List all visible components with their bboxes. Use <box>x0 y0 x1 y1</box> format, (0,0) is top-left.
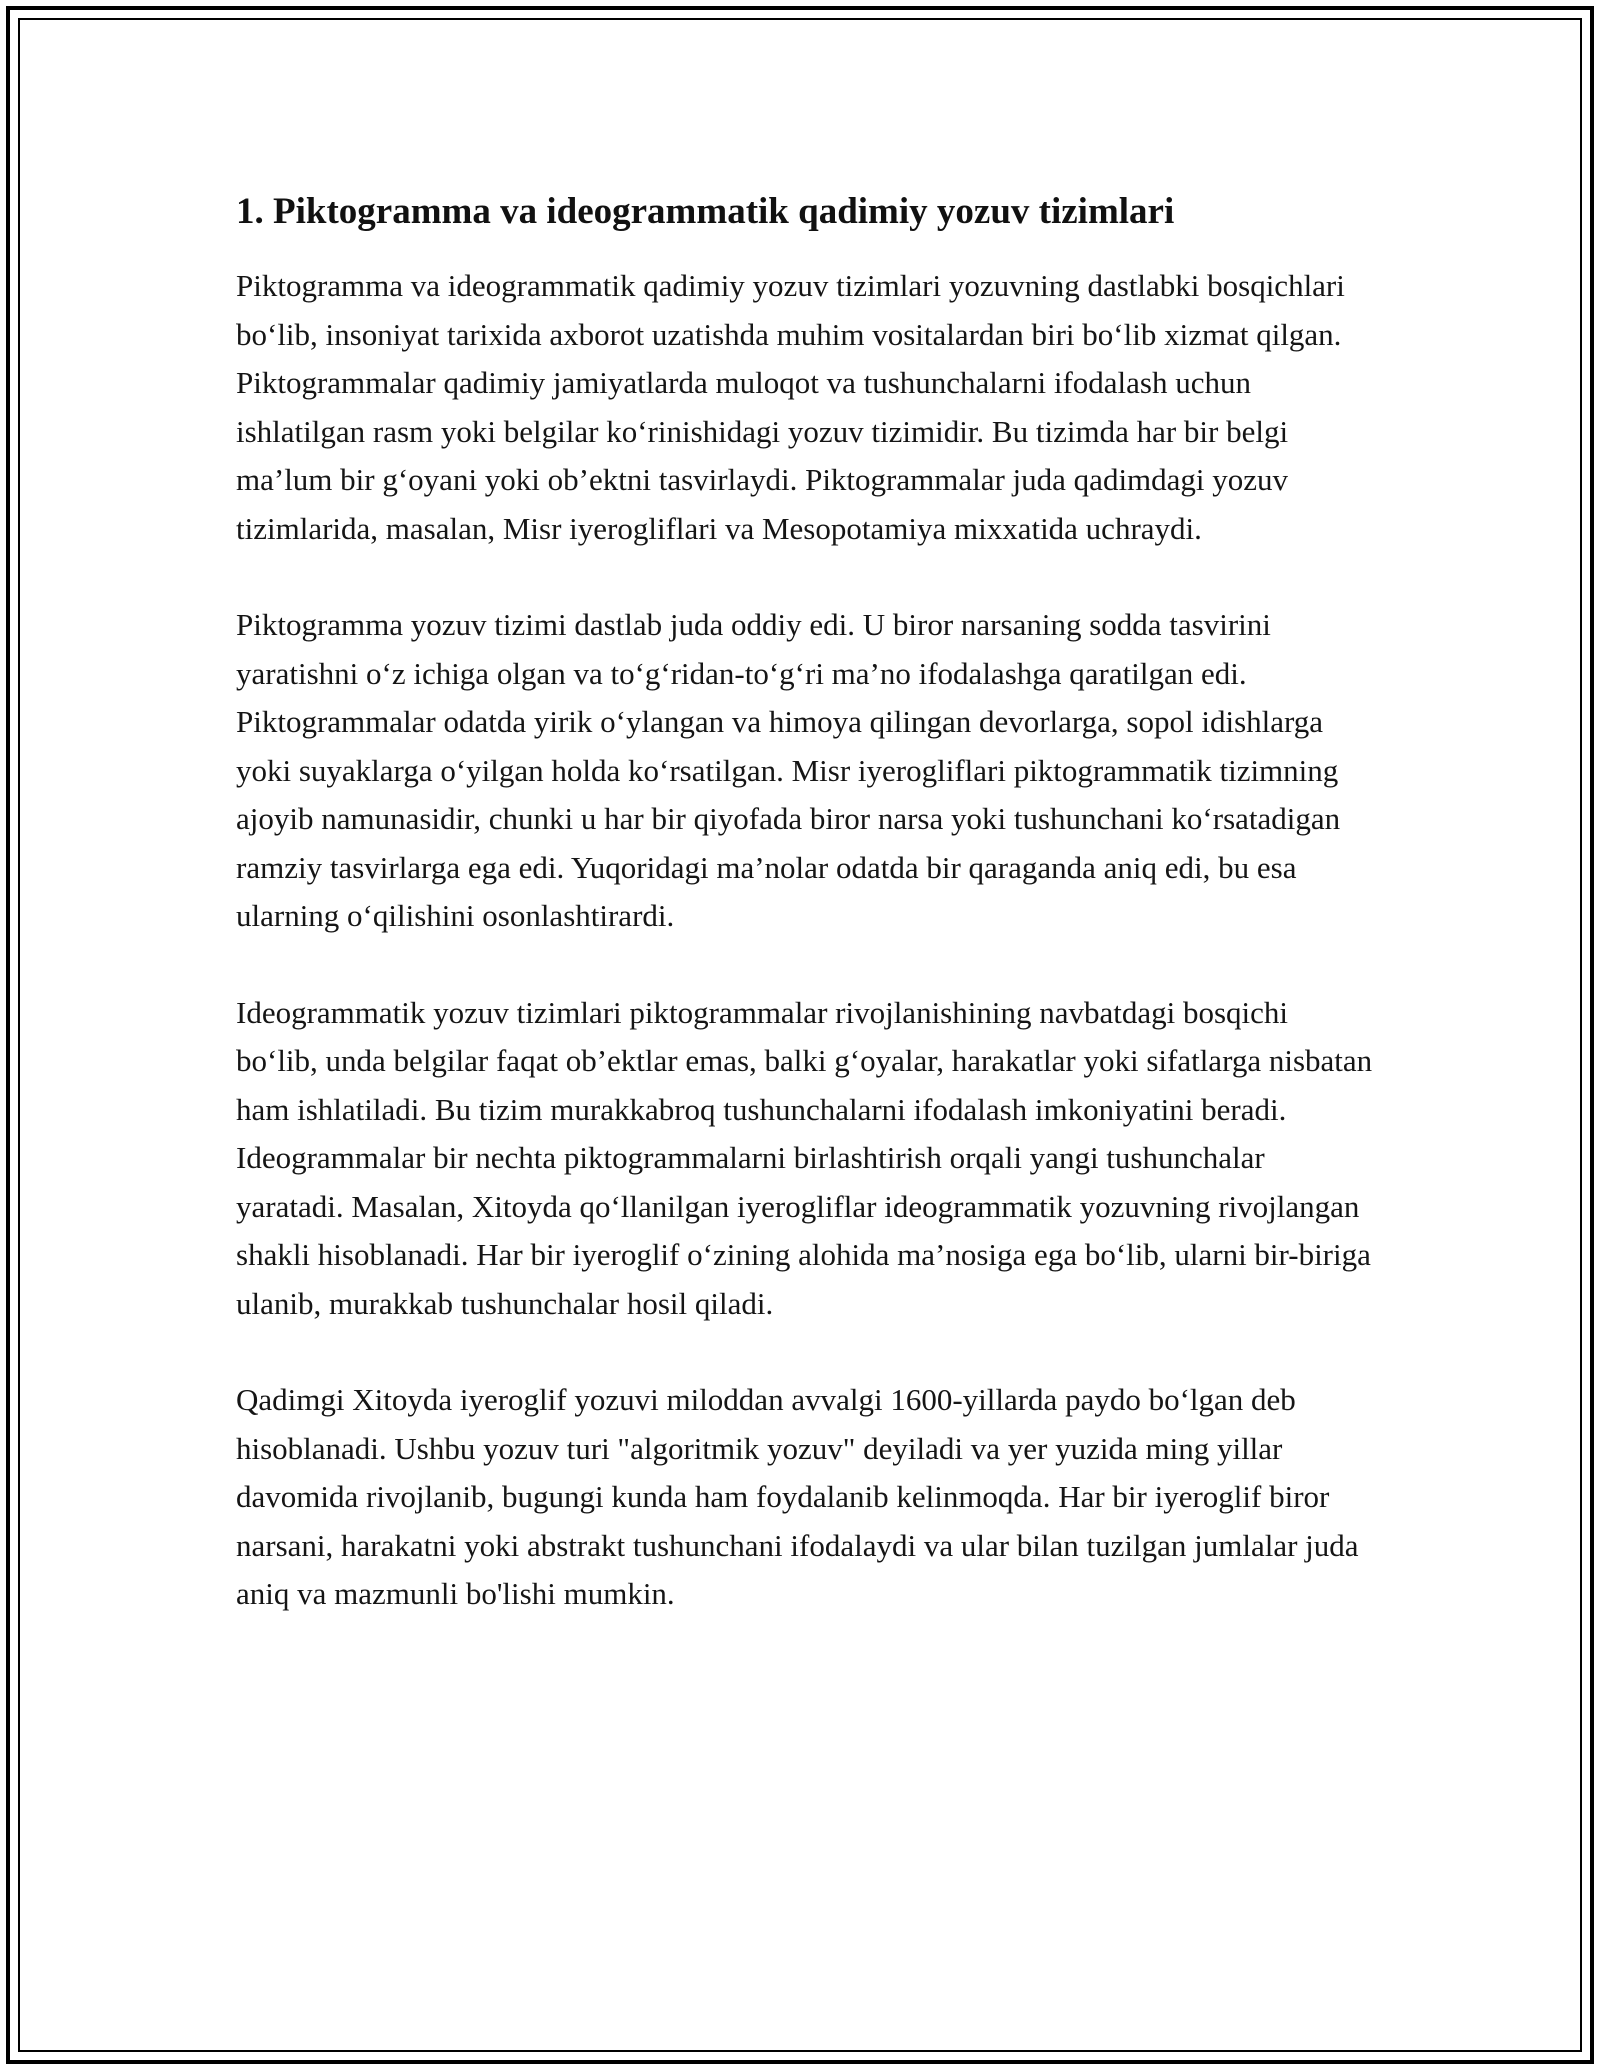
paragraph-4: Qadimgi Xitoyda iyeroglif yozuvi miloddan avvalgi 1600-yillarda paydo bo‘lgan deb hisoblanadi. Ushbu yozuv turi "algoritmik yozuv" deyiladi va yer yuzida ming yillar davomida rivojlanib, bugungi kunda ham foydalanib kelinmoqda. Har bir iyeroglif biror narsani, harakatni yoki abstrakt tushunchani ifodalaydi va ular bilan tuzilgan jumlalar juda aniq va mazmunli bo'lishi mumkin. <box>236 1382 1359 1611</box>
paragraph-3: Ideogrammatik yozuv tizimlari piktogrammalar rivojlanishining navbatdagi bosqichi bo‘lib, unda belgilar faqat ob’ektlar emas, balki g‘oyalar, harakatlar yoki sifatlarga nisbatan ham ishlatiladi. Bu tizim murakkabroq tushunchalarni ifodalash imkoniyatini beradi. Ideogrammalar bir nechta piktogrammalarni birlashtirish orqali yangi tushunchalar yaratadi. Masalan, Xitoyda qo‘llanilgan iyerogliflar ideogrammatik yozuvning rivojlangan shakli hisoblanadi. Har bir iyeroglif o‘zining alohida ma’nosiga ega bo‘lib, ularni bir-biriga ulanib, murakkab tushunchalar hosil qiladi. <box>236 994 1373 1321</box>
section-title: 1. Piktogramma va ideogrammatik qadimiy yozuv tizimlari <box>236 191 1175 232</box>
paragraph-2: Piktogramma yozuv tizimi dastlab juda oddiy edi. U biror narsaning sodda tasvirini yaratishni o‘z ichiga olgan va to‘g‘ridan-to‘g‘ri ma’no ifodalashga qaratilgan edi. Piktogrammalar odatda yirik o‘ylangan va himoya qilingan devorlarga, sopol idishlarga yoki suyaklarga o‘yilgan holda ko‘rsatilgan. Misr iyerogliflari piktogrammatik tizimning ajoyib namunasidir, chunki u har bir qiyofada biror narsa yoki tushunchani ko‘rsatadigan ramziy tasvirlarga ega edi. Yuqoridagi ma’nolar odatda bir qaraganda aniq edi, bu esa ularning o‘qilishini osonlashtirardi. <box>236 607 1341 933</box>
document-body <box>236 188 1376 1667</box>
paragraph-1: Piktogramma va ideogrammatik qadimiy yozuv tizimlari yozuvning dastlabki bosqichlari bo‘lib, insoniyat tarixida axborot uzatishda muhim vositalardan biri bo‘lib xizmat qilgan. Piktogrammalar qadimiy jamiyatlarda muloqot va tushunchalarni ifodalash uchun ishlatilgan rasm yoki belgilar ko‘rinishidagi yozuv tizimidir. Bu tizimda har bir belgi ma’lum bir g‘oyani yoki ob’ektni tasvirlaydi. Piktogrammalar juda qadimdagi yozuv tizimlarida, masalan, Misr iyerogliflari va Mesopotamiya mixxatida uchraydi. <box>236 268 1345 546</box>
